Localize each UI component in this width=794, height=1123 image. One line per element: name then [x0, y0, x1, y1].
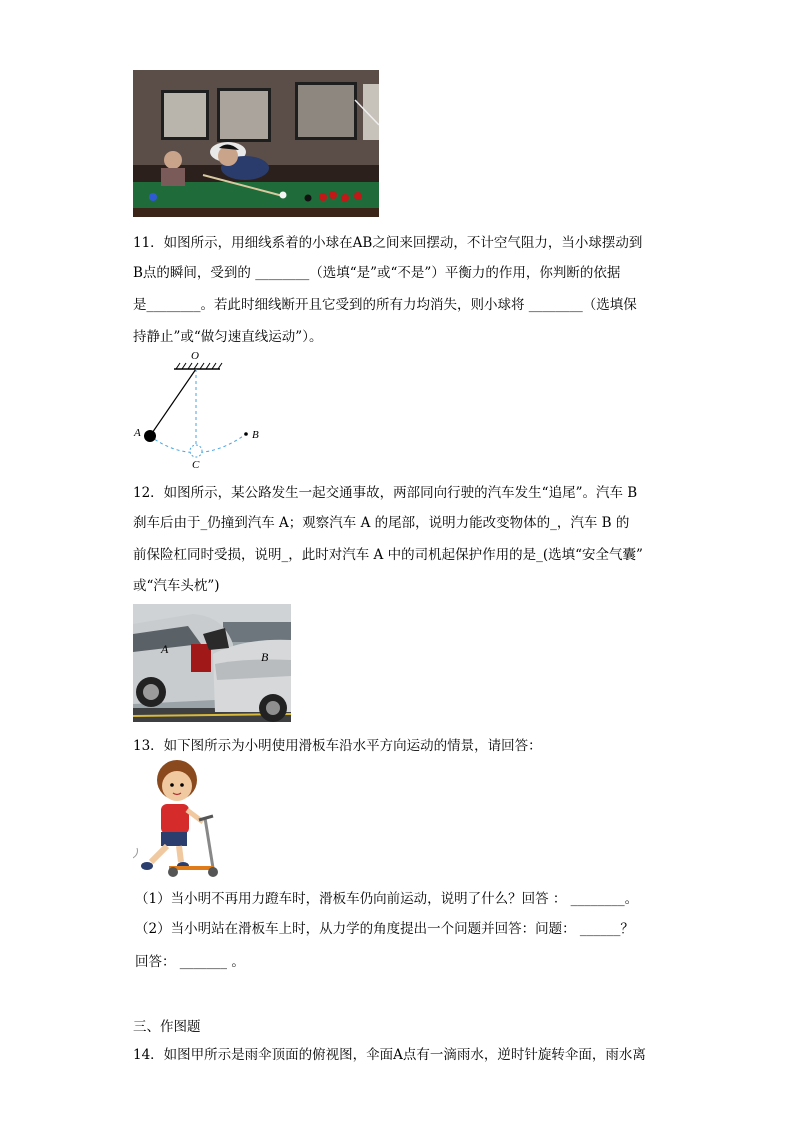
section-heading: 三、作图题 [133, 1019, 201, 1035]
scooter-boy-illustration [133, 758, 225, 880]
q11-line3: 是________。若此时细线断开且它受到的所有力均消失，则小球将 ________（选填保 [133, 297, 637, 313]
q12-line3: 前保险杠同时受损，说明_，此时对汽车 A 中的司机起保护作用的是_(选填“安全气囊” [133, 547, 643, 563]
label-o: O [191, 350, 199, 362]
label-b: B [252, 429, 259, 441]
label-a: A [134, 427, 141, 439]
car-a-label: A [161, 642, 169, 656]
q14-line1: 14．如图甲所示是雨伞顶面的俯视图，伞面A点有一滴雨水，逆时针旋转伞面，雨水离 [133, 1047, 646, 1063]
car-b-label: B [261, 650, 269, 664]
q13-part3: 回答： _______ 。 [135, 954, 245, 970]
q12-line1: 12．如图所示，某公路发生一起交通事故，两部同向行驶的汽车发生“追尾”。汽车 B [133, 485, 638, 501]
q11-line1: 11．如图所示，用细线系着的小球在AB之间来回摆动，不计空气阻力，当小球摆动到 [133, 235, 643, 251]
q12-line2: 刹车后由于_仍撞到汽车 A；观察汽车 A 的尾部，说明力能改变物体的_，汽车 B 的 [133, 515, 630, 531]
q11-line4: 持静止”或“做匀速直线运动”）。 [133, 329, 323, 345]
pendulum-diagram [130, 352, 270, 476]
car-crash-photo [133, 604, 291, 722]
label-c: C [192, 459, 200, 471]
q11-line2: B点的瞬间，受到的 ________（选填“是”或“不是”）平衡力的作用，你判断的依据 [133, 265, 621, 281]
q12-line4: 或“汽车头枕”) [133, 578, 220, 594]
q13-part2: （2）当小明站在滑板车上时，从力学的角度提出一个问题并回答：问题： ______？ [135, 921, 634, 937]
billiards-photo [133, 70, 379, 217]
q13-part1: （1）当小明不再用力蹬车时，滑板车仍向前运动，说明了什么？回答 ： ________。 [135, 891, 639, 907]
q13-line1: 13．如下图所示为小明使用滑板车沿水平方向运动的情景，请回答： [133, 738, 542, 754]
